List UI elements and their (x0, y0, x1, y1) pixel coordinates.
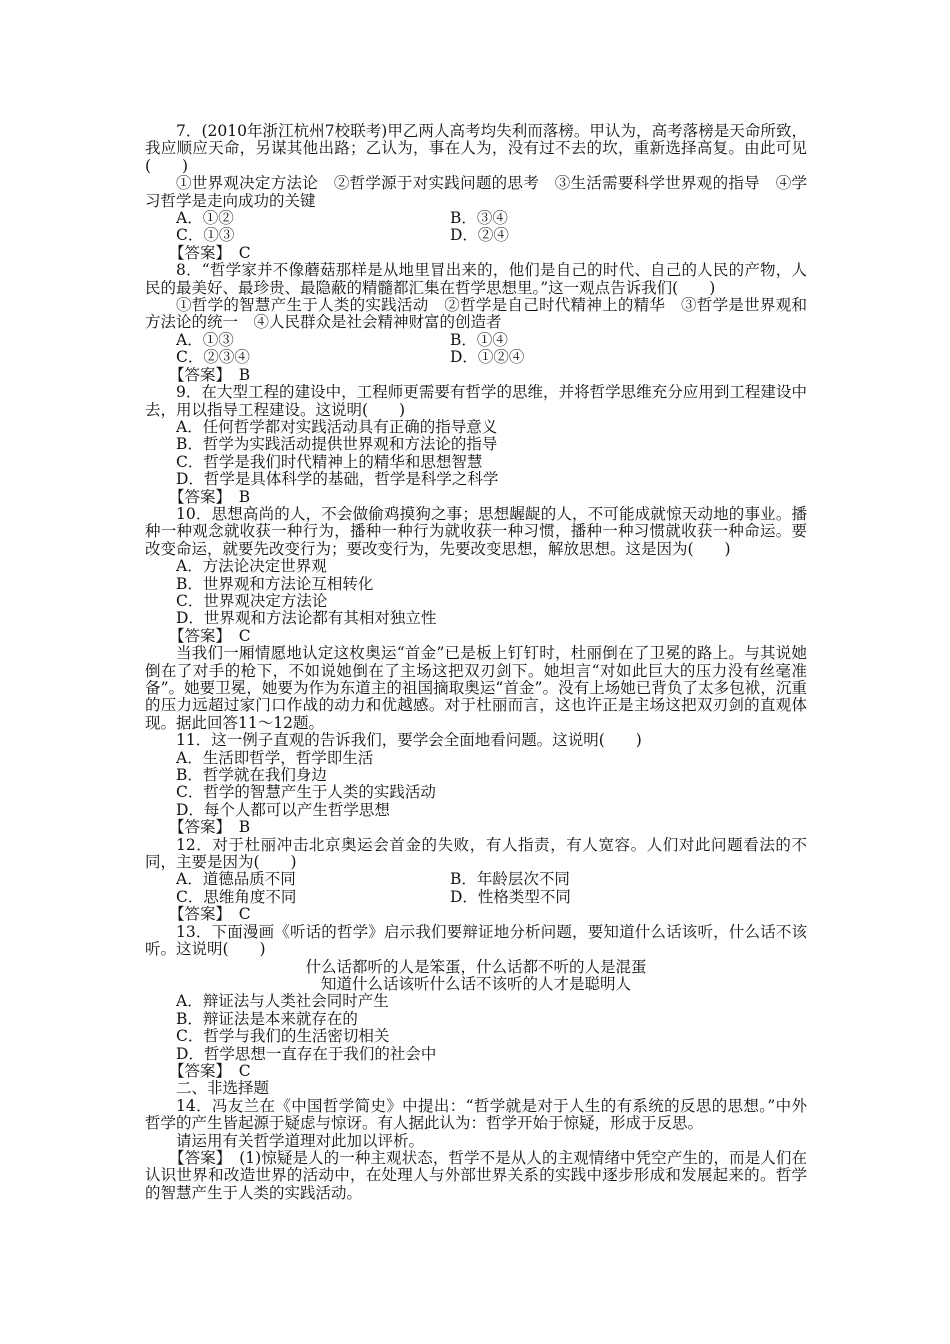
question-8-stem: 8．“哲学家并不像蘑菇那样是从地里冒出来的，他们是自己的时代、自己的人民的产物，人民的最美好、最珍贵、最隐蔽的精髓都汇集在哲学思想里。”这一观点告诉我们( ) (145, 261, 807, 297)
question-11-stem: 11．这一例子直观的告诉我们，要学会全面地看问题。这说明( ) (176, 731, 642, 750)
question-7-answer: 【答案】 C (169, 243, 251, 262)
option-d: D．哲学思想一直存在于我们的社会中 (176, 1044, 437, 1063)
option-a: A．任何哲学都对实践活动具有正确的指导意义 (176, 417, 498, 436)
option-a: A．方法论决定世界观 (176, 557, 327, 576)
question-12-options-row-1 (145, 871, 807, 888)
option-d: D．哲学是具体科学的基础，哲学是科学之科学 (176, 470, 499, 489)
question-13-stem: 13．下面漫画《听话的哲学》启示我们要辩证地分析问题，要知道什么话该听，什么话不该听。这说明( ) (145, 922, 807, 959)
option-c: C．世界观决定方法论 (176, 591, 328, 610)
option-c: C．①③ (176, 226, 235, 245)
reading-passage: 当我们一厢情愿地认定这枚奥运“首金”已是板上钉钉时，杜丽倒在了卫冕的路上。与其说她倒在了对手的枪下，不如说她倒在了主场这把双刃剑下。她坦言“对如此巨大的压力没有丝毫准备”。她要卫冕，她要为作为东道主的祖国摘取奥运“首金”。没有上场她已背负了太多包袱，沉重的压力远超过家门口作战的动力和优越感。对于杜丽而言，这也许正是主场这把双刃剑的直观体现。据此回答11～12题。 (145, 644, 807, 732)
question-9-answer: 【答案】 B (169, 487, 251, 506)
cartoon-caption-2: 知道什么话该听什么话不该听的人才是聪明人 (320, 974, 631, 993)
option-d: D．①②④ (450, 348, 525, 367)
option-b: B．辩证法是本来就存在的 (176, 1009, 358, 1028)
document-page (145, 123, 807, 1202)
question-12-answer: 【答案】 C (169, 905, 251, 924)
question-12-stem: 12．对于杜丽冲击北京奥运会首金的失败，有人指责，有人宽容。人们对此问题看法的不同，主要是因为( ) (145, 835, 807, 872)
question-10-answer: 【答案】 C (169, 626, 251, 645)
option-b: B．③④ (450, 209, 508, 228)
option-c: C．哲学是我们时代精神上的精华和思想智慧 (176, 452, 483, 471)
option-d: D．②④ (450, 226, 509, 245)
option-d: D．世界观和方法论都有其相对独立性 (176, 609, 437, 628)
question-11-answer: 【答案】 B (169, 818, 251, 837)
option-d: D．性格类型不同 (450, 887, 571, 906)
question-10-stem: 10．思想高尚的人，不会做偷鸡摸狗之事；思想龌龊的人，不可能成就惊天动地的事业。播种一种观念就收获一种行为，播种一种行为就收获一种习惯，播种一种习惯就收获一种命运。要改变命运，就要先改变行为；要改变行为，先要改变思想，解放思想。这是因为( ) (145, 504, 807, 558)
option-c: C．哲学与我们的生活密切相关 (176, 1027, 390, 1046)
option-a: A．①② (176, 209, 234, 228)
option-b: B．哲学就在我们身边 (176, 766, 327, 785)
cartoon-caption-1: 什么话都听的人是笨蛋，什么话都不听的人是混蛋 (305, 957, 647, 976)
option-d: D．每个人都可以产生哲学思想 (176, 800, 390, 819)
option-c: C．哲学的智慧产生于人类的实践活动 (176, 783, 436, 802)
option-a: A．道德品质不同 (176, 870, 296, 889)
option-b: B．①④ (450, 330, 508, 349)
question-9-stem: 9．在大型工程的建设中，工程师更需要有哲学的思维，并将哲学思维充分应用到工程建设中去，用以指导工程建设。这说明( ) (145, 383, 807, 419)
option-c: C．②③④ (176, 348, 250, 367)
question-13-answer: 【答案】 C (169, 1061, 251, 1080)
option-b: B．年龄层次不同 (450, 870, 570, 889)
question-8-options-row-2 (145, 349, 807, 366)
question-7-options-row-1 (145, 210, 807, 227)
option-b: B．哲学为实践活动提供世界观和方法论的指导 (176, 435, 498, 454)
question-8-items: ①哲学的智慧产生于人类的实践活动 ②哲学是自己时代精神上的精华 ③哲学是世界观和方法论的统一 ④人民群众是社会精神财富的创造者 (145, 296, 807, 332)
option-a: A．①③ (176, 330, 234, 349)
question-7-items: ①世界观决定方法论 ②哲学源于对实践问题的思考 ③生活需要科学世界观的指导 ④学习哲学是走向成功的关键 (145, 174, 807, 210)
option-c: C．思维角度不同 (176, 887, 297, 906)
question-12-options-row-2 (145, 889, 807, 906)
option-a: A．生活即哲学，哲学即生活 (176, 748, 374, 767)
question-8-options-row-1 (145, 332, 807, 349)
section-heading: 二、非选择题 (176, 1079, 270, 1098)
question-14-answer: 【答案】 (1)惊疑是人的一种主观状态，哲学不是从人的主观情绪中凭空产生的，而是人们在认识世界和改造世界的活动中，在处理人与外部世界关系的实践中逐步形成和发展起来的。哲学的智慧产生于人类的实践活动。 (145, 1148, 807, 1202)
option-b: B．世界观和方法论互相转化 (176, 574, 374, 593)
question-14-ask: 请运用有关哲学道理对此加以评析。 (176, 1131, 425, 1150)
question-7-stem: 7．(2010年浙江杭州7校联考)甲乙两人高考均失利而落榜。甲认为，高考落榜是天命所致，我应顺应天命，另谋其他出路；乙认为，事在人为，没有过不去的坎，重新选择高复。由此可见( ) (145, 122, 807, 175)
question-7-options-row-2 (145, 227, 807, 244)
question-14-stem: 14．冯友兰在《中国哲学简史》中提出：“哲学就是对于人生的有系统的反思的思想。”中外哲学的产生皆起源于疑虑与惊讶。有人据此认为：哲学开始于惊疑，形成于反思。 (145, 1096, 807, 1133)
option-a: A．辩证法与人类社会同时产生 (176, 992, 389, 1011)
question-8-answer: 【答案】 B (169, 365, 251, 384)
